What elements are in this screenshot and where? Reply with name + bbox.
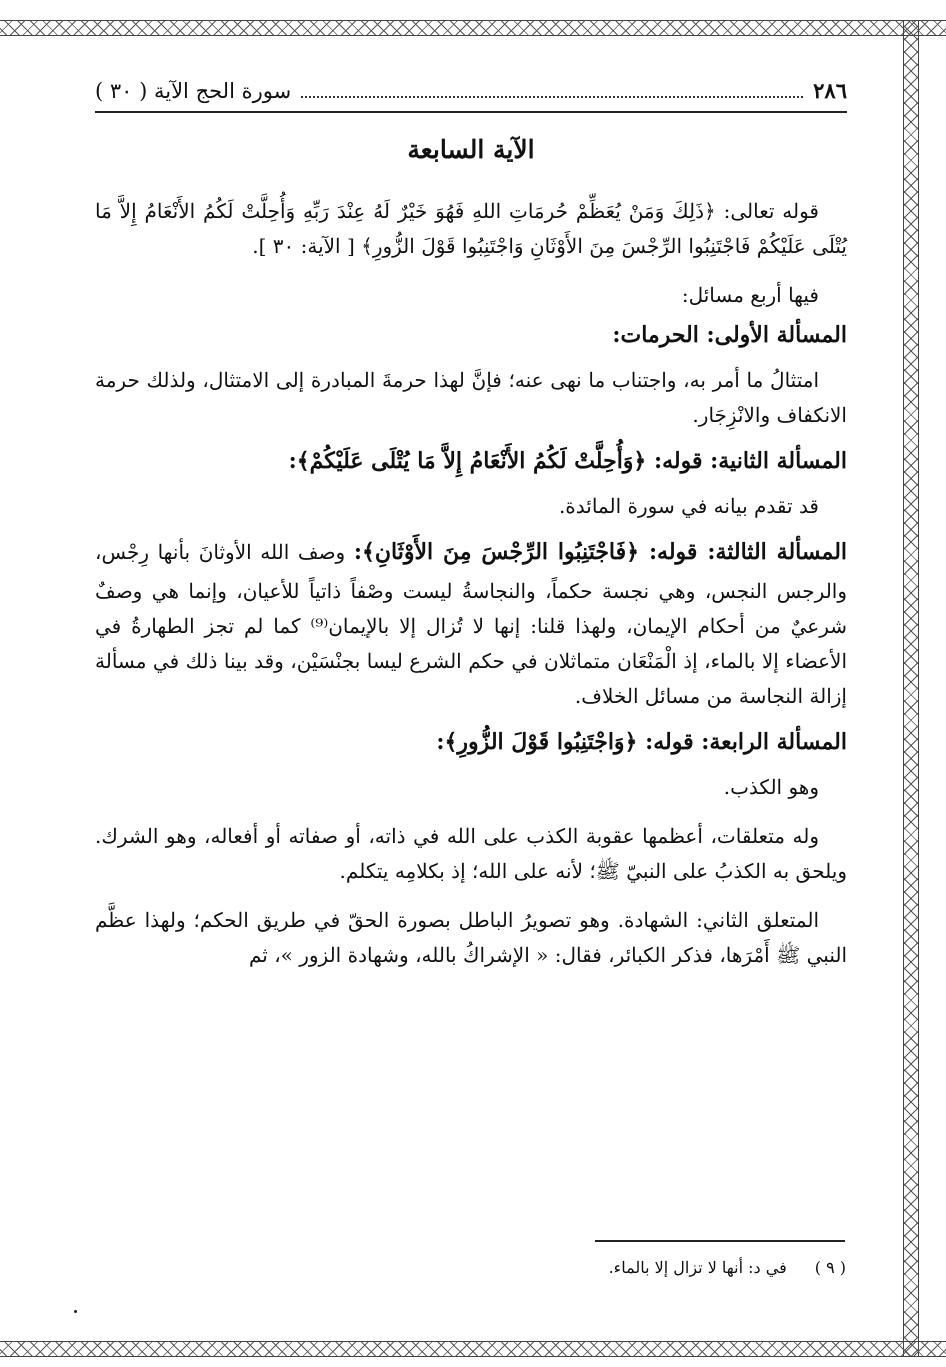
page-speck: [74, 1310, 77, 1313]
footnote-text: في د: أنها لا تزال إلا بالماء.: [608, 1258, 787, 1277]
verse-paragraph: قوله تعالى: ﴿ذَلِكَ وَمَنْ يُعَظِّمْ حُرمَاتِ اللهِ فَهُوَ خَيْرٌ لَهُ عِنْدَ رَبِّهِ وَأُحِلَّتْ لَكُمُ الأَنْعَامُ إِلاَّ مَا يُتْلَى عَلَيْكُمْ فَاجْتَنِبُوا الرِّجْسَ مِنَ الأَوْثَانِ وَاجْتَنِبُوا قَوْلَ الزُّورِ﴾ [ الآية: ٣٠ ].: [95, 199, 847, 258]
issue-4-paragraph-3: المتعلق الثاني: الشهادة. وهو تصويرُ الباطل بصورة الحقّ في طريق الحكم؛ ولهذا عظَّم النبي ﷺ أَمْرَها، فذكر الكبائر، فقال: « الإشراكُ بالله، وشهادة الزور »، ثم: [95, 908, 847, 967]
issue-2-paragraph: قد تقدم بيانه في سورة المائدة.: [558, 494, 819, 518]
footnote-marker: ( ٩ ): [814, 1258, 846, 1277]
issue-1-heading: المسألة الأولى: الحرمات:: [612, 322, 847, 348]
running-title: سورة الحج الآية ( ٣٠ ): [95, 79, 292, 103]
issue-3-text: وصف الله الأوثانَ بأنها رِجْس، والرجس النجس، وهي نجسة حكماً، والنجاسةُ ليست وصْفاً ذاتياً للأعيان، وإنما هي وصفٌ شرعيٌ من أحكام الإيمان، ولهذا قلنا: إنها لا تُزال إلا بالإيمان⁽⁹⁾ كما لم تجز الطهارةُ في الأعضاء إلا بالماء، إذ الْمَنْعَان متماثلان في حكم الشرع ليسا بجنْسَيْن، وقد بينا ذلك في مسألة إزالة النجاسة من مسائل الخلاف.: [95, 540, 847, 708]
decorative-frame-right: [903, 20, 919, 1356]
issue-4-heading: المسألة الرابعة: قوله: ﴿وَاجْتَنِبُوا قَوْلَ الزُّورِ﴾:: [436, 729, 847, 755]
issue-3-block: [95, 530, 847, 714]
issue-3-heading: المسألة الثالثة: قوله: ﴿فَاجْتَنِبُوا الرِّجْسَ مِنَ الأَوْثَانِ﴾:: [353, 539, 848, 565]
issue-1-paragraph: امتثالُ ما أمر به، واجتناب ما نهى عنه؛ فإنَّ لهذا حرمةَ المبادرة إلى الامتثال، ولذلك حرمة الانكفاف والانْزِجَار.: [95, 368, 847, 427]
decorative-frame-top: [0, 20, 946, 36]
footnote-divider: [595, 1240, 845, 1242]
header-leader-dots: [301, 82, 803, 98]
issue-4-paragraph-1: وهو الكذب.: [723, 775, 819, 799]
decorative-frame-bottom: [0, 1341, 946, 1357]
issues-intro: فيها أربع مسائل:: [681, 283, 819, 307]
page-header: [95, 78, 847, 113]
page-number: ٢٨٦: [813, 78, 847, 103]
footnote: [609, 1258, 846, 1277]
section-title: الآية السابعة: [407, 135, 535, 164]
issue-2-heading: المسألة الثانية: قوله: ﴿وَأُحِلَّتْ لَكُمُ الأَنْعَامُ إِلاَّ مَا يُتْلَى عَلَيْكُمْ﴾:: [288, 448, 847, 474]
book-page: [95, 78, 847, 973]
issue-4-paragraph-2: وله متعلقات، أعظمها عقوبة الكذب على الله في ذاته، أو صفاته أو أفعاله، وهو الشرك. ويلحق به الكذبُ على النبيّ ﷺ؛ لأنه على الله؛ إذ بكلامِه يتكلم.: [95, 824, 847, 883]
